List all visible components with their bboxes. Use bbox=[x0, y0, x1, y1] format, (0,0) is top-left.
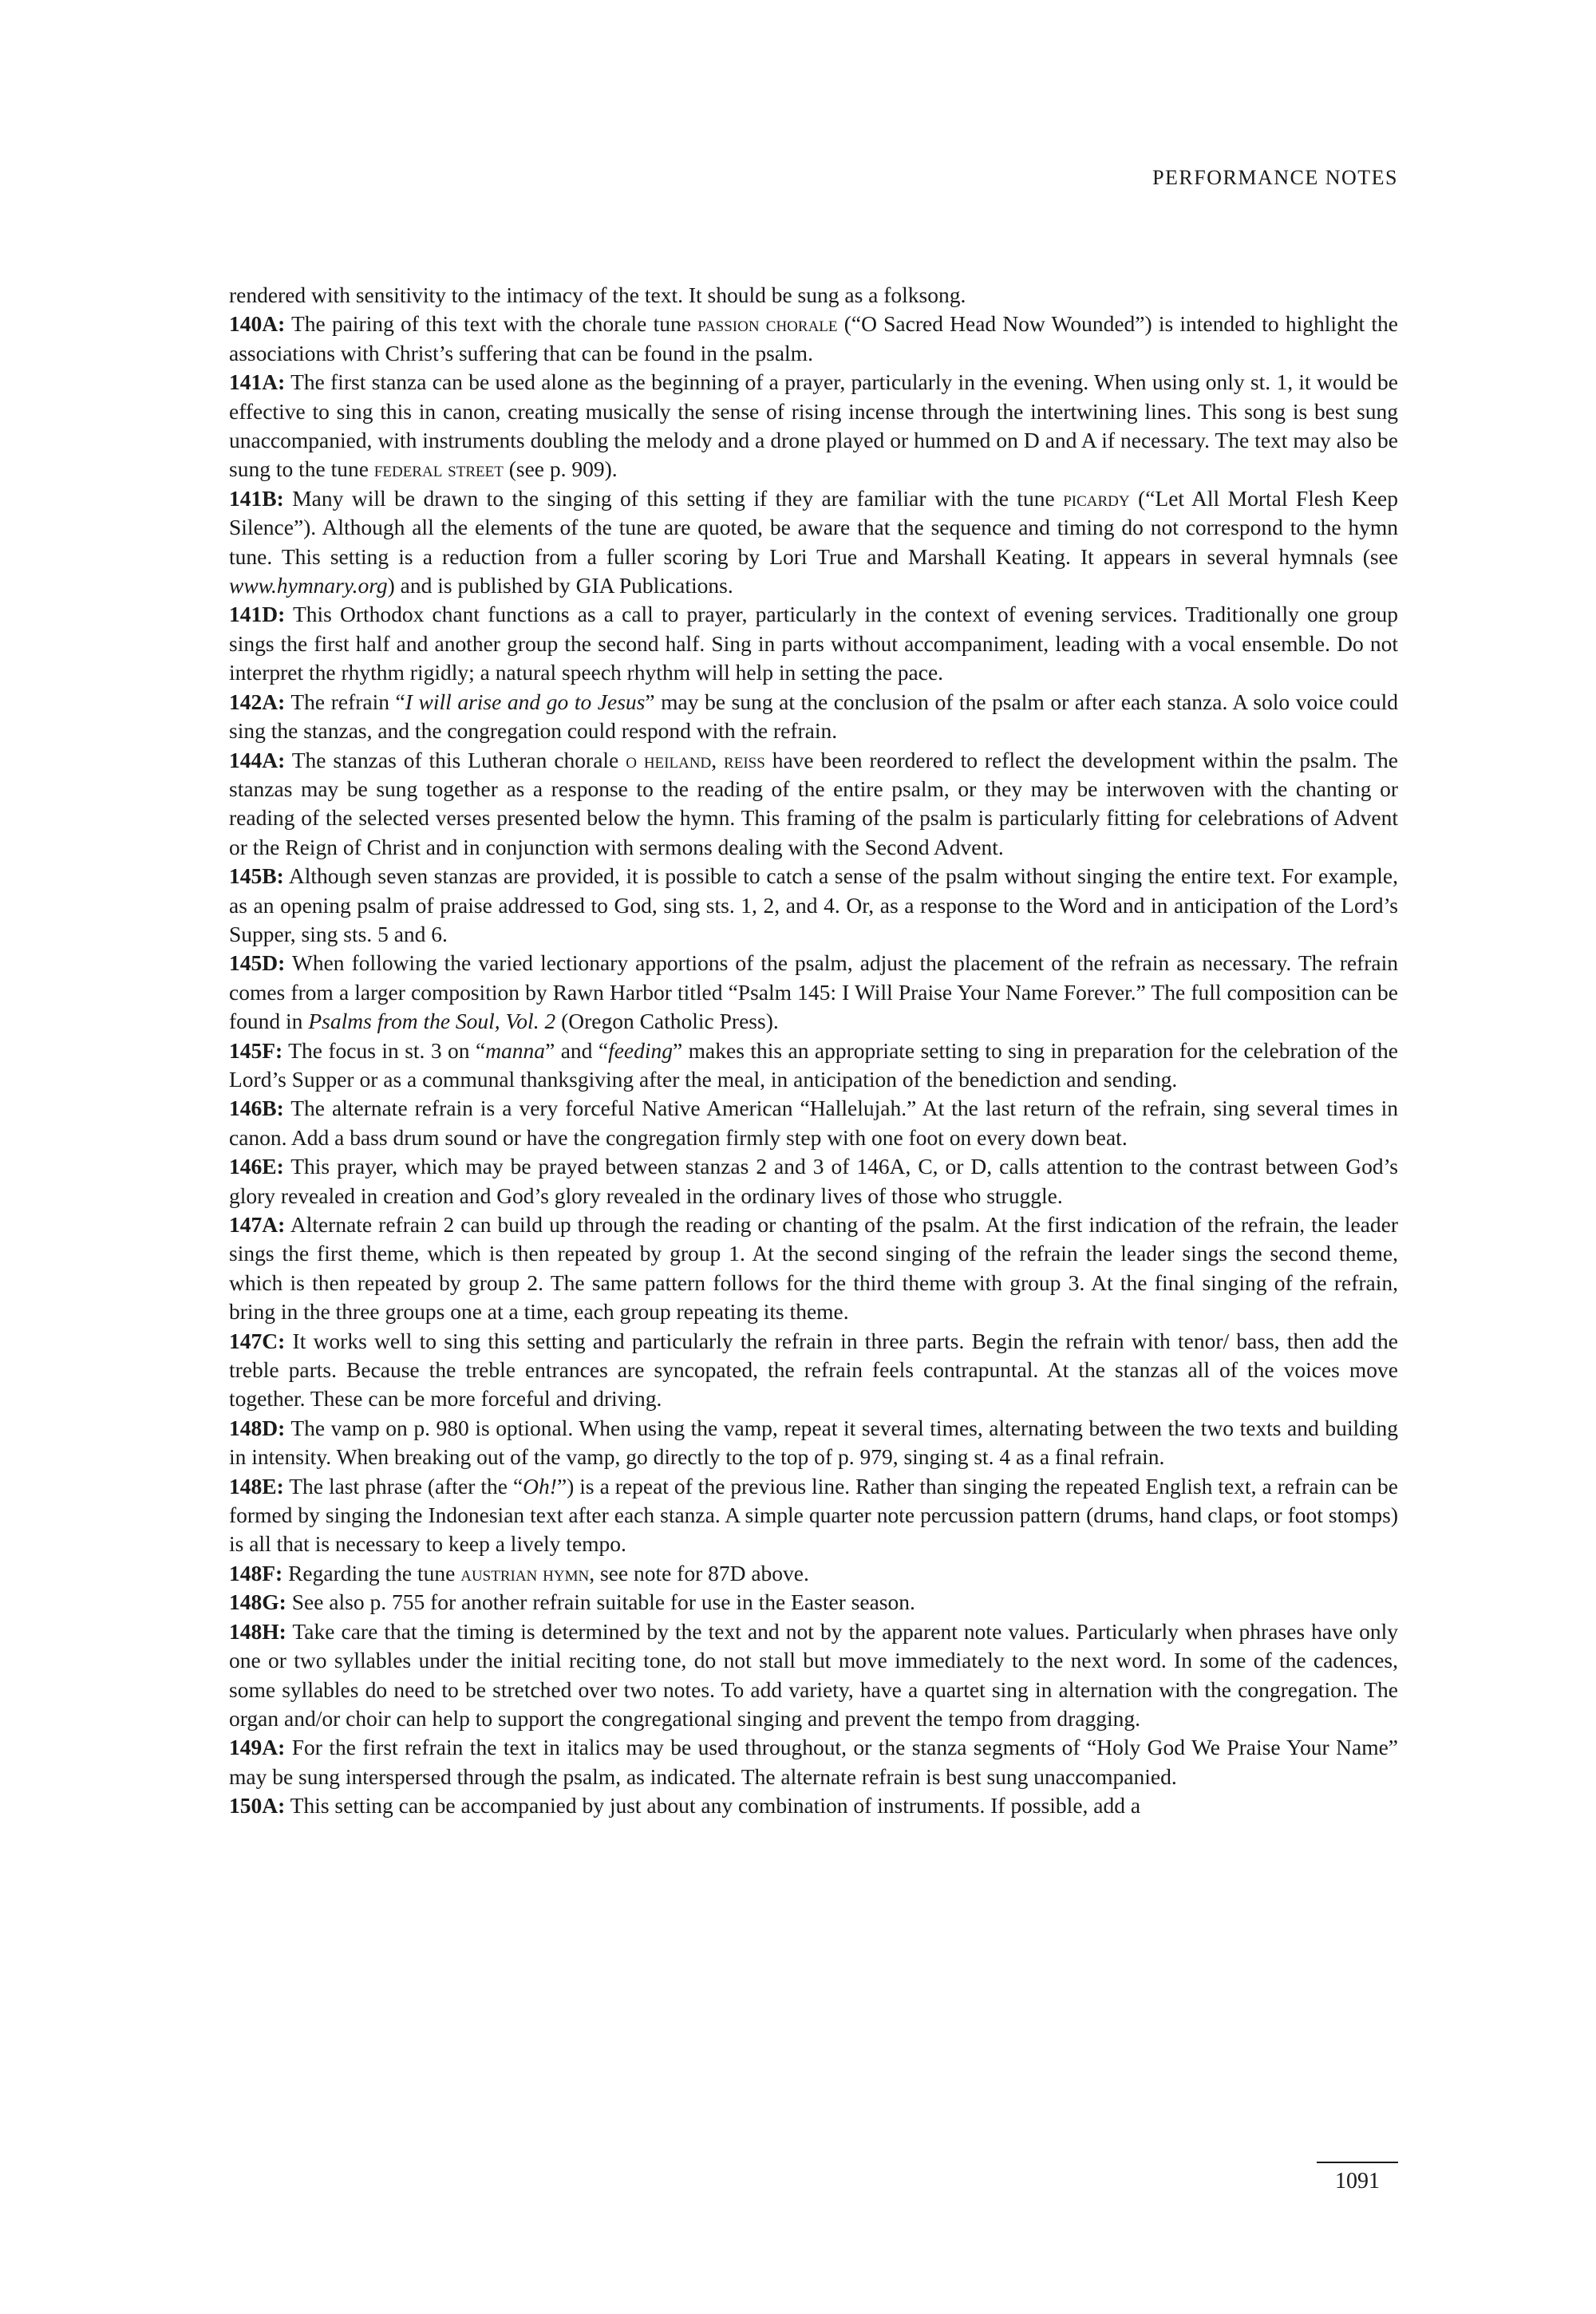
performance-note bbox=[229, 1472, 1398, 1559]
running-head: PERFORMANCE NOTES bbox=[1152, 166, 1398, 189]
performance-note bbox=[229, 1152, 1398, 1210]
note-number: 145D: bbox=[229, 950, 286, 976]
note-text: (“O Sacred Head Now Wounded”) is intended to highlight the associations with Christ’s suffering that can be found in the psalm. bbox=[229, 311, 1398, 365]
performance-note bbox=[229, 484, 1398, 601]
note-text: ” may be sung at the conclusion of the psalm or after each stanza. A solo voice could sing the stanzas, and the congregation could respond with the refrain. bbox=[229, 689, 1398, 744]
note-text: Many will be drawn to the singing of this setting if they are familiar with the tune bbox=[292, 485, 1064, 511]
note-text: The last phrase (after the “ bbox=[289, 1473, 523, 1499]
tune-name: picardy bbox=[1063, 485, 1130, 511]
italic-text: Oh! bbox=[523, 1473, 557, 1499]
note-text: The focus in st. 3 on “ bbox=[288, 1037, 486, 1063]
note-text: see note for 87D above. bbox=[595, 1560, 809, 1585]
note-number: 148F: bbox=[229, 1560, 283, 1585]
folio-rule bbox=[1317, 2162, 1398, 2163]
note-number: 149A: bbox=[229, 1735, 286, 1760]
note-text: The refrain “ bbox=[290, 689, 405, 714]
note-number: 141B: bbox=[229, 485, 284, 511]
note-text: When following the varied lectionary apportions of the psalm, adjust the placement of the refrain as necessary. The refrain comes from a larger composition by Rawn Harbor titled “Psalm 145: I Will Praise Your Name Forever.” The full composition can be found in bbox=[229, 950, 1398, 1034]
performance-note bbox=[229, 746, 1398, 863]
note-text: ” and “ bbox=[545, 1037, 609, 1063]
note-text: ”) is a repeat of the previous line. Rather than singing the repeated English text, a refrain can be formed by singing the Indonesian text after each stanza. A simple quarter note percussion pattern (drums, hand claps, or foot stomps) is all that is necessary to keep a lively tempo. bbox=[229, 1473, 1398, 1557]
note-number: 148E: bbox=[229, 1473, 284, 1499]
performance-note bbox=[229, 1733, 1398, 1791]
performance-note bbox=[229, 1559, 1398, 1588]
note-text: Alternate refrain 2 can build up through the reading or chanting of the psalm. At the first indication of the refrain, the leader sings the first theme, which is then repeated by group 1. At the second singing of the refrain the leader sings the second theme, which is then repeated by group 2. The same pattern follows for the third theme with group 3. At the final singing of the refrain, bring in the three groups one at a time, each group repeating its theme. bbox=[229, 1212, 1399, 1325]
performance-note bbox=[229, 862, 1398, 949]
performance-note bbox=[229, 1327, 1398, 1414]
tune-name: austrian hymn, bbox=[460, 1560, 595, 1585]
tune-name: federal street bbox=[373, 456, 504, 482]
note-text: Take care that the timing is determined by the text and not by the apparent note values. Particularly when phrases have only one or two syllables under the initial reciting tone, do not stall but move immediately to the next word. In some of the cadences, some syllables do need to be stretched over two notes. To add variety, have a quartet sing in alternation with the congregation. The organ and/or choir can help to support the congregational singing and prevent the tempo from dragging. bbox=[229, 1618, 1398, 1731]
performance-note bbox=[229, 368, 1398, 484]
note-text: (Oregon Catholic Press). bbox=[555, 1009, 779, 1034]
note-text: ) and is published by GIA Publications. bbox=[387, 573, 733, 598]
note-number: 141D: bbox=[229, 602, 286, 627]
performance-note bbox=[229, 310, 1398, 368]
italic-text: www.hymnary.org bbox=[229, 573, 388, 598]
note-text: For the first refrain the text in italics may be used throughout, or the stanza segments of “Holy God We Praise Your Name” may be sung interspersed through the psalm, as indicated. The alternate refrain is best sung unaccompanied. bbox=[229, 1735, 1399, 1789]
performance-note bbox=[229, 1037, 1398, 1095]
italic-text: feeding bbox=[608, 1037, 674, 1063]
note-text: rendered with sensitivity to the intimacy of the text. It should be sung as a folksong. bbox=[229, 282, 966, 307]
performance-note bbox=[229, 281, 1398, 310]
note-text: The first stanza can be used alone as the beginning of a prayer, particularly in the evening. When using only st. 1, it would be effective to sing this in canon, creating musically the sense of rising incense through the intertwining lines. This song is best sung unaccompanied, with instruments doubling the melody and a drone played or hummed on D and A if necessary. The text may also be sung to the tune bbox=[229, 369, 1398, 482]
note-number: 150A: bbox=[229, 1793, 286, 1818]
performance-note bbox=[229, 688, 1398, 746]
italic-text: I will arise and go to Jesus bbox=[405, 689, 646, 714]
note-number: 148D: bbox=[229, 1415, 286, 1440]
italic-text: manna bbox=[485, 1037, 546, 1063]
note-number: 142A: bbox=[229, 689, 286, 714]
note-text: This prayer, which may be prayed between stanzas 2 and 3 of 146A, C, or D, calls attention to the contrast between God’s glory revealed in creation and God’s glory revealed in the ordinary lives of those who struggle. bbox=[229, 1154, 1398, 1208]
performance-note bbox=[229, 1414, 1398, 1472]
note-text: The vamp on p. 980 is optional. When using the vamp, repeat it several times, alternating between the two texts and building in intensity. When breaking out of the vamp, go directly to the top of p. 979, singing st. 4 as a final refrain. bbox=[229, 1415, 1398, 1470]
note-number: 145B: bbox=[229, 863, 284, 889]
note-number: 140A: bbox=[229, 311, 286, 337]
note-text: The stanzas of this Lutheran chorale bbox=[291, 747, 626, 772]
note-text: ” makes this an appropriate setting to sing in preparation for the celebration of the Lord’s Supper or as a communal thanksgiving after the meal, in anticipation of the benediction and sending. bbox=[229, 1037, 1398, 1092]
note-text: The alternate refrain is a very forceful Native American “Hallelujah.” At the last return of the refrain, sing several times in canon. Add a bass drum sound or have the congregation firmly step with one foot on every down beat. bbox=[229, 1096, 1398, 1150]
note-text: The pairing of this text with the chorale tune bbox=[291, 311, 698, 337]
note-text: It works well to sing this setting and particularly the refrain in three parts. Begin the refrain with tenor/ bass, then add the treble parts. Because the treble entrances are syncopated, the refrain feels contrapuntal. At the stanzas all of the voices move together. These can be more forceful and driving. bbox=[229, 1328, 1399, 1412]
note-number: 145F: bbox=[229, 1037, 283, 1063]
performance-note bbox=[229, 1094, 1398, 1152]
note-text: have been reordered to reflect the development within the psalm. The stanzas may be sung together as a response to the reading of the entire psalm, or they may be interwoven with the chanting or reading of the selected verses presented below the hymn. This framing of the psalm is particularly fitting for celebrations of Advent or the Reign of Christ and in conjunction with sermons dealing with the Second Advent. bbox=[229, 747, 1398, 859]
note-text: Regarding the tune bbox=[288, 1560, 461, 1585]
note-number: 146B: bbox=[229, 1096, 284, 1121]
tune-name: o heiland, reiss bbox=[626, 747, 765, 772]
note-number: 147C: bbox=[229, 1328, 286, 1353]
italic-text: Psalms from the Soul, Vol. 2 bbox=[308, 1009, 556, 1034]
tune-name: passion chorale bbox=[697, 311, 838, 337]
performance-note bbox=[229, 1791, 1398, 1820]
note-text: (see p. 909). bbox=[503, 456, 618, 482]
performance-note bbox=[229, 949, 1398, 1036]
note-number: 141A: bbox=[229, 369, 286, 395]
note-number: 144A: bbox=[229, 747, 286, 772]
note-number: 147A: bbox=[229, 1212, 286, 1237]
performance-note bbox=[229, 600, 1398, 687]
note-number: 146E: bbox=[229, 1154, 284, 1179]
page-number: 1091 bbox=[1335, 2169, 1380, 2194]
performance-note bbox=[229, 1210, 1398, 1327]
performance-note bbox=[229, 1588, 1398, 1617]
note-number: 148G: bbox=[229, 1589, 286, 1615]
note-text: Although seven stanzas are provided, it is possible to catch a sense of the psalm without singing the entire text. For example, as an opening psalm of praise addressed to God, sing sts. 1, 2, and 4. Or, as a response to the Word and in anticipation of the Lord’s Supper, sing sts. 5 and 6. bbox=[229, 863, 1398, 946]
performance-note bbox=[229, 1617, 1398, 1734]
note-text: This Orthodox chant functions as a call to prayer, particularly in the context of evening services. Traditionally one group sings the first half and another group the second half. Sing in parts without accompaniment, leading with a vocal ensemble. Do not interpret the rhythm rigidly; a natural speech rhythm will help in setting the pace. bbox=[229, 602, 1398, 685]
performance-notes-body bbox=[229, 281, 1398, 1821]
note-text: (“Let All Mortal Flesh Keep Silence”). Although all the elements of the tune are quoted, be aware that the sequence and timing do not correspond to the hymn tune. This setting is a reduction from a fuller scoring by Lori True and Marshall Keating. It appears in several hymnals (see bbox=[229, 485, 1399, 569]
note-text: This setting can be accompanied by just about any combination of instruments. If possible, add a bbox=[290, 1793, 1141, 1818]
note-number: 148H: bbox=[229, 1618, 286, 1644]
note-text: See also p. 755 for another refrain suitable for use in the Easter season. bbox=[291, 1589, 915, 1615]
